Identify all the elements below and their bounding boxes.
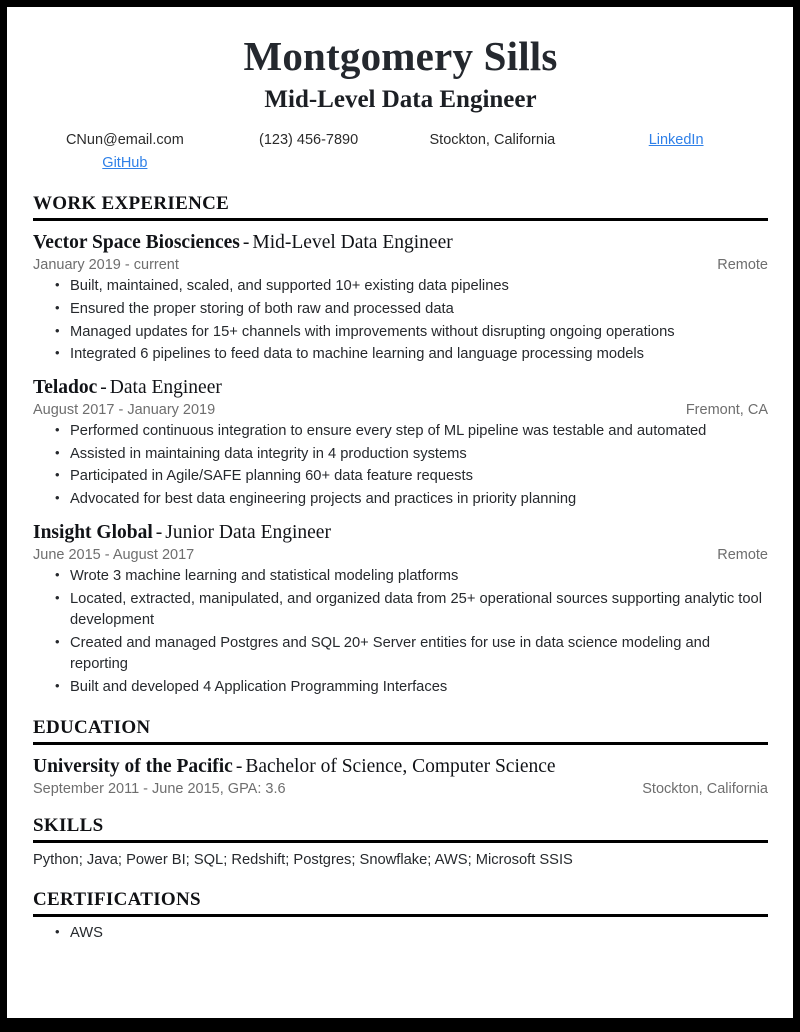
- work-bullet: • Located, extracted, manipulated, and organized data from 25+ operational sources supporting analytic tool development: [33, 589, 768, 632]
- work-meta: [33, 402, 768, 418]
- section-divider-certifications: [33, 914, 768, 917]
- resume-header: [33, 35, 768, 175]
- certification-bullet: • AWS: [33, 923, 768, 945]
- work-entry-heading: [33, 231, 768, 255]
- section-divider-skills: [33, 840, 768, 843]
- work-meta: [33, 257, 768, 273]
- work-organization: Insight Global: [33, 521, 153, 543]
- work-bullet-list: [33, 276, 768, 365]
- contact-linkedin[interactable]: [584, 130, 768, 152]
- contact-row-secondary: [33, 153, 768, 175]
- work-dates: June 2015 - August 2017: [33, 547, 195, 564]
- contact-row-primary: [33, 130, 768, 152]
- work-bullet-list: [33, 421, 768, 510]
- work-dates: August 2017 - January 2019: [33, 402, 216, 419]
- work-entry-heading: [33, 376, 768, 400]
- section-title-certifications: CERTIFICATIONS: [33, 889, 201, 911]
- work-location: Fremont, CA: [685, 402, 768, 419]
- education-entry-heading: [33, 755, 768, 779]
- education-separator: -: [235, 755, 243, 777]
- work-bullet: • Integrated 6 pipelines to feed data to machine learning and language processing models: [33, 344, 768, 366]
- work-entry: [33, 231, 768, 366]
- section-certifications: [33, 889, 768, 945]
- work-bullet: • Built and developed 4 Application Programming Interfaces: [33, 677, 768, 699]
- contact-spacer-3: [584, 153, 768, 175]
- education-institution: University of the Pacific: [33, 755, 233, 777]
- section-divider-education: [33, 742, 768, 745]
- work-location: Remote: [717, 257, 768, 274]
- section-divider-work: [33, 218, 768, 221]
- candidate-name: Montgomery Sills: [243, 33, 558, 79]
- section-title-work: WORK EXPERIENCE: [33, 193, 230, 215]
- work-role: Junior Data Engineer: [165, 521, 331, 543]
- github-link[interactable]: GitHub: [102, 155, 148, 172]
- work-bullet: • Participated in Agile/SAFE planning 60+ data feature requests: [33, 466, 768, 488]
- section-title-skills: SKILLS: [33, 815, 104, 837]
- work-role: Data Engineer: [109, 376, 222, 398]
- work-separator: -: [155, 521, 163, 543]
- work-meta: [33, 547, 768, 563]
- work-bullet: • Performed continuous integration to ensure every step of ML pipeline was testable and automated: [33, 421, 768, 443]
- section-title-education: EDUCATION: [33, 716, 151, 738]
- candidate-title: Mid-Level Data Engineer: [264, 86, 537, 114]
- work-entry: [33, 521, 768, 699]
- work-separator: -: [100, 376, 107, 398]
- work-bullet: • Ensured the proper storing of both raw and processed data: [33, 299, 768, 321]
- education-dates: September 2011 - June 2015, GPA: 3.6: [33, 781, 286, 798]
- education-meta: [33, 781, 768, 797]
- contact-phone: (123) 456-7890: [259, 131, 359, 148]
- education-entry: [33, 755, 768, 797]
- work-bullet: • Managed updates for 15+ channels with improvements without disrupting ongoing operations: [33, 322, 768, 344]
- work-location: Remote: [717, 547, 768, 564]
- contact-email: CNun@email.com: [65, 131, 184, 148]
- work-organization: Vector Space Biosciences: [33, 232, 240, 254]
- education-location: Stockton, California: [642, 781, 768, 798]
- section-work-experience: [33, 193, 768, 699]
- work-organization: Teladoc: [33, 376, 98, 398]
- work-separator: -: [242, 232, 250, 254]
- work-bullet: • Created and managed Postgres and SQL 20+ Server entities for use in data science modeling and reporting: [33, 633, 768, 676]
- work-bullet: • Assisted in maintaining data integrity in 4 production systems: [33, 444, 768, 466]
- skills-list: Python; Java; Power BI; SQL; Redshift; Postgres; Snowflake; AWS; Microsoft SSIS: [33, 852, 573, 869]
- work-entry-heading: [33, 521, 768, 545]
- work-dates: January 2019 - current: [33, 257, 179, 274]
- section-skills: [33, 815, 768, 871]
- resume-content: [33, 7, 768, 946]
- linkedin-link[interactable]: LinkedIn: [648, 131, 704, 148]
- work-entry: [33, 376, 768, 511]
- work-role: Mid-Level Data Engineer: [252, 232, 453, 254]
- work-bullet: • Wrote 3 machine learning and statistical modeling platforms: [33, 566, 768, 588]
- contact-spacer-2: [401, 153, 585, 175]
- certifications-bullet-list: [33, 923, 768, 945]
- contact-location: Stockton, California: [429, 131, 556, 148]
- section-education: [33, 717, 768, 797]
- contact-spacer-1: [217, 153, 401, 175]
- work-bullet: • Advocated for best data engineering projects and practices in priority planning: [33, 489, 768, 511]
- resume-page: [7, 7, 793, 1018]
- work-bullet-list: [33, 566, 768, 699]
- work-bullet: • Built, maintained, scaled, and supported 10+ existing data pipelines: [33, 276, 768, 298]
- education-degree: Bachelor of Science, Computer Science: [245, 755, 556, 777]
- contact-github[interactable]: [33, 153, 217, 175]
